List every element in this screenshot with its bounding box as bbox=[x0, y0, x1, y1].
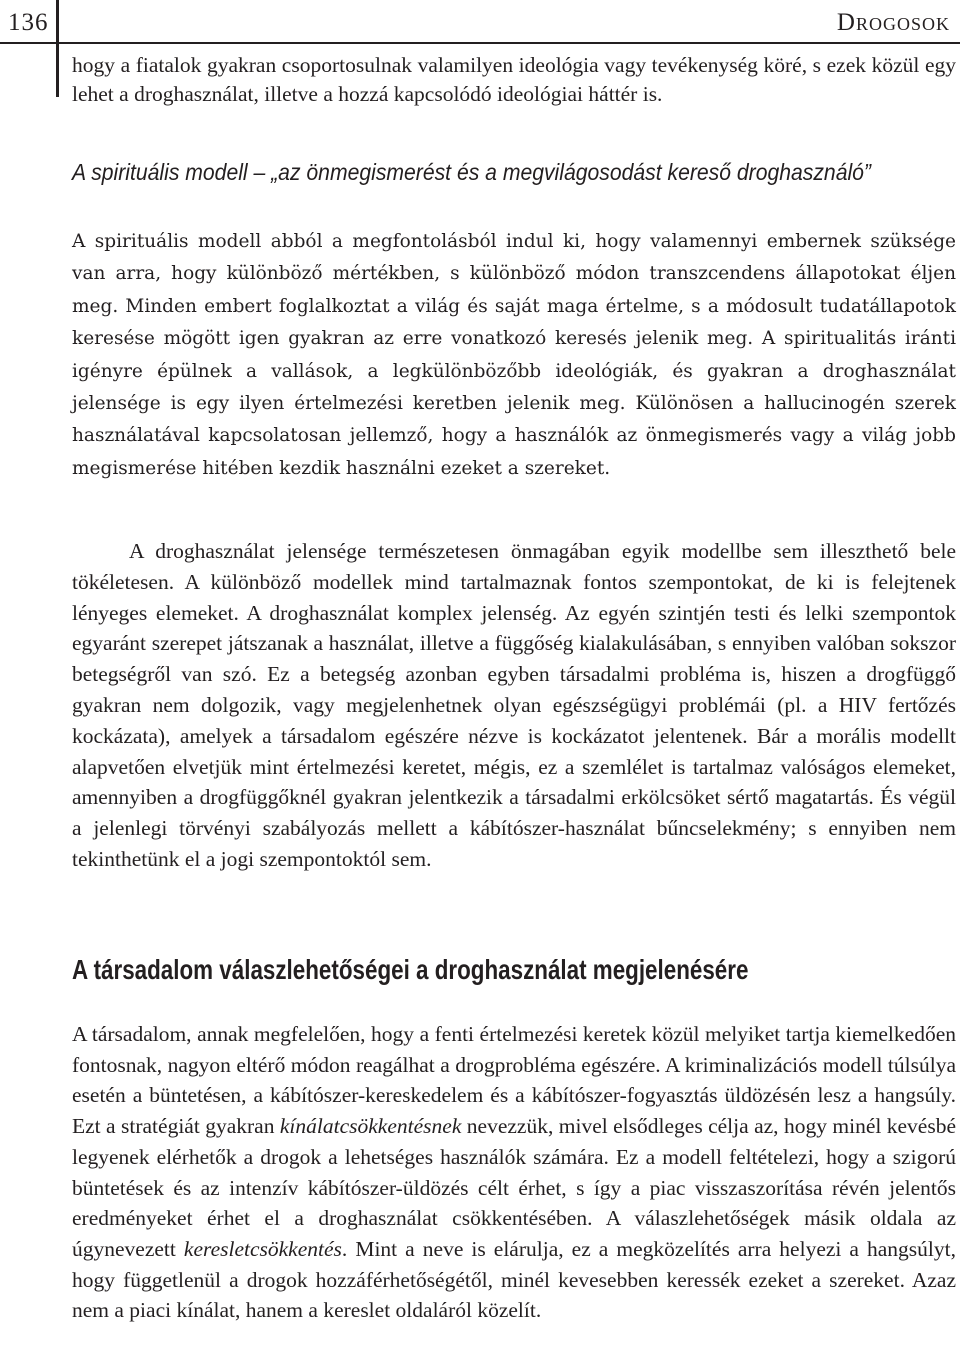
paragraph-spiritual-model: A spirituális modell abból a megfontolásból indul ki, hogy valamennyi embernek szüksége van arra, hogy különböző mértékben, s különböző módon transzcendens állapotokat éljen meg. Minden embert foglalkoztat a világ és saját maga értelme, s a módosult tudatállapotok keresése mögött igen gyakran az erre vonatkozó keresés jelenik meg. A spiritualitás iránti igényre épülnek a vallások, a legkülönbözőbb ideológiák, és gyakran a droghasználat jelensége is egy ilyen értelmezési keretben jelenik meg. Különösen a hallucinogén szerek használatával kapcsolatosan jellemző, hogy a használók az önmegismerés vagy a világ jobb megismerése hitében kezdik használni ezeket a szereket. bbox=[72, 231, 956, 479]
section-heading: A spirituális modell – „az önmegismerést és a megvilágosodást kereső droghasználó” bbox=[72, 159, 871, 185]
header-vertical-rule bbox=[56, 0, 59, 97]
italic-term-demand-reduction: keresletcsökkentés bbox=[183, 1236, 342, 1261]
paragraph-continued: hogy a fiatalok gyakran csoportosulnak valamilyen ideológia vagy tevékenység köré, s ezek közül egy lehet a droghasználat, illetve a hozzá kapcsolódó ideológiai háttér is. bbox=[72, 53, 956, 106]
chapter-heading: A társadalom válaszlehetőségei a droghasználat megjelenésére bbox=[72, 954, 749, 985]
text-run: nevezzük, mivel elsődleges célja az, hogy minél kevésbé legyenek elérhetők a drogok a lehetséges használók számára. Ez a modell feltételezi, hogy a szigorú büntetések és az intenzív kábítószer-üldözés célt érhet, s így a piac visszaszorítása révén jelentős eredményeket érhet el a droghasználat csökkentésében. A válaszlehetőségek másik oldala az úgynevezett bbox=[72, 1114, 956, 1261]
text-run: A társadalom, annak megfelelően, hogy a fenti értelmezési keretek közül melyiket tartja kiemelkedően fontosnak, nagyon eltérő módon reagálhat a drogprobléma egészére. A kriminalizációs modell túlsúlya esetén a büntetésen, a kábítószer-kereskedelem és a kábítószer-fogyasztás üldözésén lesz a hangsúly. Ezt a stratégiát gyakran bbox=[72, 1022, 956, 1139]
page-number: 136 bbox=[8, 9, 49, 36]
running-title: Drogosok bbox=[836, 9, 950, 36]
italic-term-supply-reduction: kínálatcsökkentésnek bbox=[279, 1114, 462, 1139]
text-run: . Mint a neve is elárulja, ez a megközelítés arra helyezi a hangsúlyt, hogy függetlenül a drogok hozzáférhetőségétől, minél kevesebben keressék ezeket a szereket. Azaz nem a piaci kínálat, hanem a kereslet oldaláról közelít. bbox=[72, 1236, 956, 1323]
paragraph-society-responses bbox=[72, 1019, 956, 1326]
paragraph-drug-use-complex: A droghasználat jelensége természetesen önmagában egyik modellbe sem illeszthető bele tökéletesen. A különböző modellek mind tartalmaznak fontos szempontokat, de ki is felejtenek lényeges elemeket. A droghasználat komplex jelenség. Az egyén szintjén testi és lelki szempontok egyaránt szerepet játszanak a használat, illetve a függőség kialakulásában, s ennyiben valóban sokszor betegségről van szó. Ez a betegség azonban egyben társadalmi probléma is, hiszen a drogfüggő gyakran nem dolgozik, vagy megjelenhetnek olyan egészségügyi problémái (pl. a HIV fertőzés kockázata), amelyek a társadalom egészére nézve is kockázatot jelentenek. Bár a morális modellt alapvetően elvetjük mint értelmezési keretet, mégis, ez a szemlélet is tartalmaz valóságos elemeket, amennyiben a drogfüggőknél gyakran jelentkezik a társadalmi erkölcsöket sértő magatartás. És végül a jelenlegi törvényi szabályozás mellett a kábítószer-használat bűncselekmény; s ennyiben nem tekinthetünk el a jogi szempontoktól sem. bbox=[72, 539, 956, 871]
header-horizontal-rule bbox=[0, 42, 960, 44]
